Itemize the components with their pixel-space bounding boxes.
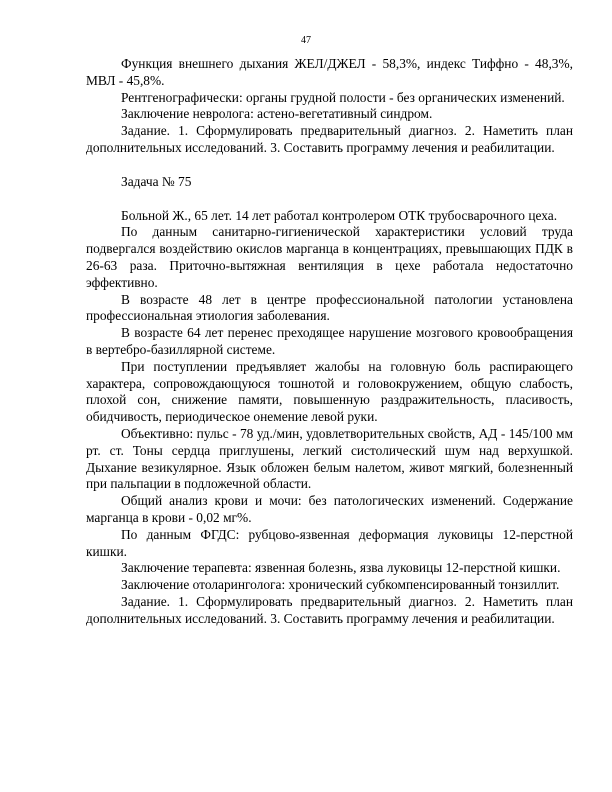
paragraph-patient-intro: Больной Ж., 65 лет. 14 лет работал контролером ОТК трубосварочного цеха. <box>121 207 558 223</box>
paragraph-fgds: По данным ФГДС: рубцово-язвенная деформация луковицы 12-перстной кишки. <box>86 526 573 559</box>
paragraph-cerebral-circulation: В возрасте 64 лет перенес преходящее нарушение мозгового кровообращения в вертебро-базиллярной системе. <box>86 325 573 357</box>
paragraph-task-assignment: Задание. 1. Сформулировать предварительный диагноз. 2. Наметить план дополнительных исследований. 3. Составить программу лечения и реабилитации. <box>86 593 573 626</box>
paragraph-therapist-conclusion: Заключение терапевта: язвенная болезнь, язва луковицы 12-перстной кишки. <box>121 560 561 576</box>
task-heading: Задача № 75 <box>121 173 192 189</box>
paragraph-ent-conclusion: Заключение отоларинголога: хронический субкомпенсированный тонзиллит. <box>121 577 560 593</box>
paragraph-lung-function: Функция внешнего дыхания ЖЕЛ/ДЖЕЛ - 58,3%, индекс Тиффно - 48,3%, МВЛ - 45,8%. <box>86 56 573 88</box>
page-body <box>86 56 573 628</box>
paragraph-complaints: При поступлении предъявляет жалобы на головную боль распирающего характера, сопровождающуюся тошнотой и головокружением, общую слабость, плохой сон, снижение памяти, повышенную раздражительность, плаcивость, обидчивость, периодическое онемение левой руки. <box>86 358 573 425</box>
paragraph-assignment: Задание. 1. Сформулировать предварительный диагноз. 2. Наметить план дополнительных исследований. 3. Составить программу лечения и реабилитации. <box>86 123 573 155</box>
paragraph-xray: Рентгенографически: органы грудной полости - без органических изменений. <box>121 89 565 105</box>
paragraph-occupational-etiology: В возрасте 48 лет в центре профессиональной патологии установлена профессиональная этиология заболевания. <box>86 291 573 324</box>
paragraph-lab-tests: Общий анализ крови и мочи: без патологических изменений. Содержание марганца в крови - 0,02 мг%. <box>86 493 573 525</box>
page-number: 47 <box>301 35 311 46</box>
paragraph-neurologist-conclusion: Заключение невролога: астено-вегетативный синдром. <box>121 106 433 122</box>
paragraph-working-conditions: По данным санитарно-гигиенической характеристики условий труда подвергался воздействию окислов марганца в концентрациях, превышающих ПДК в 26-63 раза. Приточно-вытяжная вентиляция в цехе работала недостаточно эффективно. <box>86 224 573 290</box>
paragraph-objective-exam: Объективно: пульс - 78 уд./мин, удовлетворительных свойств, АД - 145/100 мм рт. ст. Тоны сердца приглушены, легкий систолический шум над верхушкой. Дыхание везикулярное. Язык обложен белым налетом, живот мягкий, болезненный при пальпации в подложечной области. <box>86 425 573 492</box>
